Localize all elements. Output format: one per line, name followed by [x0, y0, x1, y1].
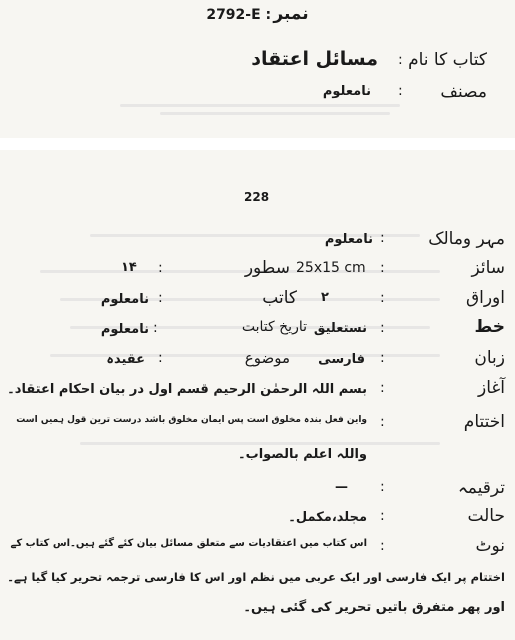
subject-label: موضوع — [244, 349, 290, 367]
catalog-page-top — [0, 0, 515, 138]
ending-colon: : — [380, 414, 385, 430]
page-number: 228 — [244, 190, 270, 204]
catalog-number-label: نمبر — [273, 4, 309, 24]
condition-colon: : — [380, 508, 385, 524]
colophon-value: — — [335, 480, 348, 495]
note-line-2: اختتام پر ایک فارسی اور ایک عربی میں نظم اور اس کا فارسی ترجمہ تحریر کیا گیا ہے۔ — [7, 570, 505, 584]
book-title-colon: : — [398, 52, 403, 68]
lines-label: سطور — [244, 258, 290, 278]
subject-colon: : — [158, 350, 163, 366]
seal-owner-value: نامعلوم — [324, 232, 373, 247]
note-line-1: اس کتاب میں اعتقادیات سے متعلق مسائل بیان کئے گئے ہیں۔اس کتاب کے — [10, 538, 367, 549]
language-label: زبان — [474, 348, 505, 368]
script-colon: : — [380, 320, 385, 336]
catalog-number-value: 2792-E : — [206, 7, 272, 23]
ending-label: اختتام — [463, 412, 505, 432]
note-label: نوٹ — [475, 536, 505, 556]
lines-colon: : — [158, 260, 163, 276]
seal-owner-colon: : — [380, 230, 385, 246]
lines-value: ۱۴ — [121, 260, 137, 275]
book-title-value: مسائل اعتقاد — [251, 48, 378, 70]
ending-line-2: واللہ اعلم بالصواب۔ — [238, 447, 367, 462]
seal-owner-label: مہر ومالک — [428, 229, 505, 249]
author-colon: : — [398, 83, 403, 99]
beginning-text: بسم اللہ الرحمٰن الرحیم قسم اول در بیان احکام اعتقاد۔ — [7, 382, 367, 397]
leaves-colon: : — [380, 290, 385, 306]
date-label: تاریخ کتابت — [241, 319, 307, 335]
size-label: سائز — [471, 258, 505, 278]
beginning-colon: : — [380, 380, 385, 396]
ending-line-1: واین فعل بندہ مخلوق است پس ایمان مخلوق باشد درست ترین قول ہمیں است — [16, 415, 367, 425]
script-value: نستعلیق — [313, 321, 367, 336]
scribe-label: کاتب — [262, 288, 297, 308]
leaves-value: ۲ — [321, 290, 329, 305]
author-label: مصنف — [440, 82, 487, 102]
catalog-page-bottom — [0, 150, 515, 640]
script-label: خط — [474, 317, 505, 337]
leaves-label: اوراق — [465, 288, 505, 308]
author-value: نامعلوم — [322, 84, 371, 99]
book-title-label: کتاب کا نام — [408, 50, 487, 70]
colophon-colon: : — [380, 479, 385, 495]
subject-value: عقیدہ — [106, 352, 145, 367]
beginning-label: آغاز — [477, 378, 505, 398]
date-colon: : — [153, 320, 158, 336]
condition-label: حالت — [467, 506, 505, 526]
note-colon: : — [380, 538, 385, 554]
colophon-label: ترقیمہ — [457, 478, 505, 498]
note-line-3: اور پھر متفرق باتیں تحریر کی گئی ہیں۔ — [243, 600, 505, 615]
language-value: فارسی — [318, 352, 365, 367]
condition-value: مجلد،مکمل۔ — [288, 510, 367, 525]
scribe-value: نامعلوم — [100, 292, 149, 307]
language-colon: : — [380, 350, 385, 366]
catalog-number — [0, 4, 515, 24]
date-value: نامعلوم — [100, 322, 149, 337]
scribe-colon: : — [158, 290, 163, 306]
size-colon: : — [380, 260, 385, 276]
size-value: 25x15 cm — [296, 260, 366, 276]
